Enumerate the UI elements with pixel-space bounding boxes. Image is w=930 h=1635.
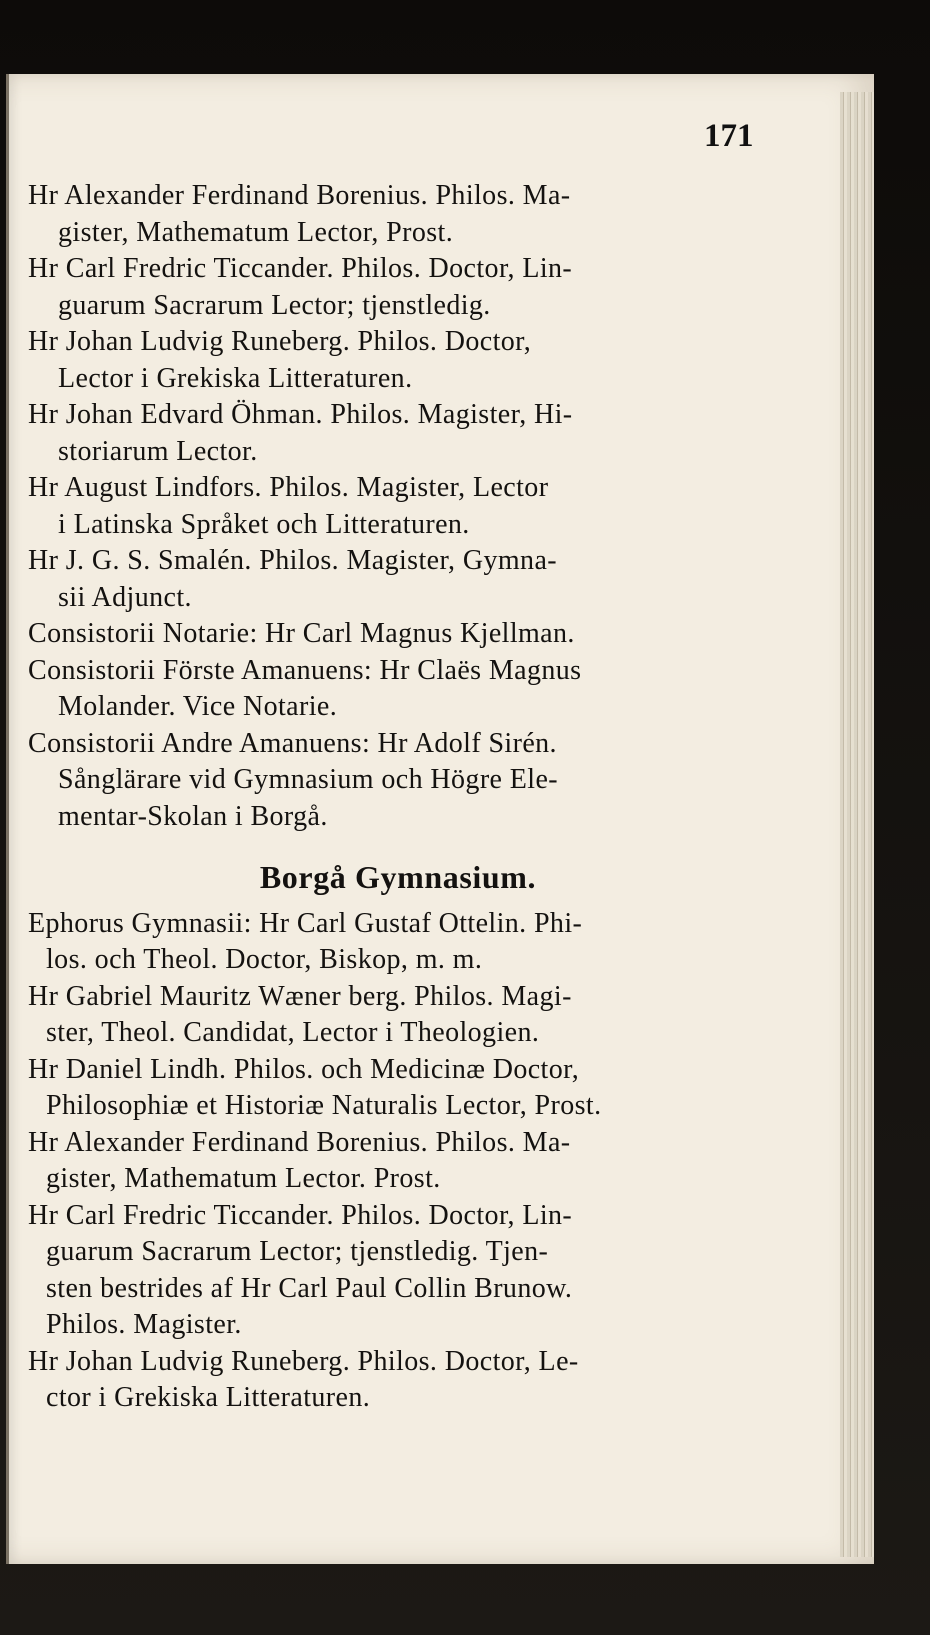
entry-line: Hr Gabriel Mauritz Wæner berg. Philos. Magi- [28, 980, 572, 1012]
entry-line: guarum Sacrarum Lector; tjenstledig. Tjen- [46, 1236, 549, 1267]
lector-list [28, 178, 768, 835]
page-fore-edge [840, 92, 874, 1557]
entry-line: Hr Johan Edvard Öhman. Philos. Magister, Hi- [28, 399, 573, 430]
entry-line: sii Adjunct. [58, 581, 192, 613]
entry [28, 979, 768, 1052]
entry-line: Hr J. G. S. Smalén. Philos. Magister, Gymna- [28, 545, 558, 576]
entry-line: storiarum Lector. [58, 435, 258, 467]
entry [28, 251, 768, 324]
entry-line: Philos. Magister. [46, 1309, 242, 1340]
entry [28, 1052, 768, 1125]
entry [28, 397, 768, 470]
entry-line: Hr August Lindfors. Philos. Magister, Lector [28, 472, 549, 503]
book-page [6, 74, 874, 1564]
entry-line: mentar-Skolan i Borgå. [58, 800, 328, 832]
entry-line: Hr Carl Fredric Ticcander. Philos. Doctor, Lin- [28, 253, 573, 284]
entry-line: guarum Sacrarum Lector; tjenstledig. [58, 289, 491, 321]
page-spine-edge [6, 74, 9, 1564]
entry-line: Hr Johan Ludvig Runeberg. Philos. Doctor, [28, 326, 532, 357]
entry-line: Sånglärare vid Gymnasium och Högre Ele- [58, 764, 559, 795]
page-number: 171 [704, 118, 754, 154]
entry [28, 178, 768, 251]
entry-line: Consistorii Andre Amanuens: Hr Adolf Sirén. [28, 727, 557, 759]
entry-line: ctor i Grekiska Litteraturen. [46, 1382, 371, 1413]
entry [28, 906, 768, 979]
entry [28, 726, 768, 836]
entry [28, 470, 768, 543]
entry-line: Hr Alexander Ferdinand Borenius. Philos. Ma- [28, 1126, 571, 1158]
entry [28, 616, 768, 653]
entry [28, 1125, 768, 1198]
entry-line: i Latinska Språket och Litteraturen. [58, 508, 470, 540]
entry [28, 1344, 768, 1417]
entry-line: Hr Johan Ludvig Runeberg. Philos. Doctor, Le- [28, 1345, 579, 1377]
entry-line: Hr Alexander Ferdinand Borenius. Philos. Ma- [28, 180, 571, 211]
entry-line: gister, Mathematum Lector. Prost. [46, 1163, 441, 1194]
entry-line: Hr Daniel Lindh. Philos. och Medicinæ Doctor, [28, 1053, 580, 1085]
entry-line: Consistorii Notarie: Hr Carl Magnus Kjellman. [28, 618, 575, 649]
page-text [28, 178, 768, 1417]
entry-line: gister, Mathematum Lector, Prost. [58, 216, 454, 248]
entry-line: Hr Carl Fredric Ticcander. Philos. Doctor, Lin- [28, 1199, 573, 1231]
entry-line: los. och Theol. Doctor, Biskop, m. m. [46, 944, 483, 975]
entry [28, 543, 768, 616]
entry-line: Consistorii Förste Amanuens: Hr Claës Magnus [28, 654, 582, 686]
section-heading: Borgå Gymnasium. [259, 859, 537, 895]
entry [28, 653, 768, 726]
gymnasium-list [28, 906, 768, 1417]
entry-line: sten bestrides af Hr Carl Paul Collin Brunow. [46, 1272, 573, 1304]
entry-line: Philosophiæ et Historiæ Naturalis Lector, Prost. [46, 1090, 602, 1121]
entry-line: Lector i Grekiska Litteraturen. [58, 362, 413, 394]
entry-line: ster, Theol. Candidat, Lector i Theologien. [46, 1017, 540, 1048]
entry [28, 1198, 768, 1344]
entry-line: Molander. Vice Notarie. [58, 691, 338, 722]
entry-line: Ephorus Gymnasii: Hr Carl Gustaf Ottelin. Phi- [28, 907, 583, 939]
entry [28, 324, 768, 397]
